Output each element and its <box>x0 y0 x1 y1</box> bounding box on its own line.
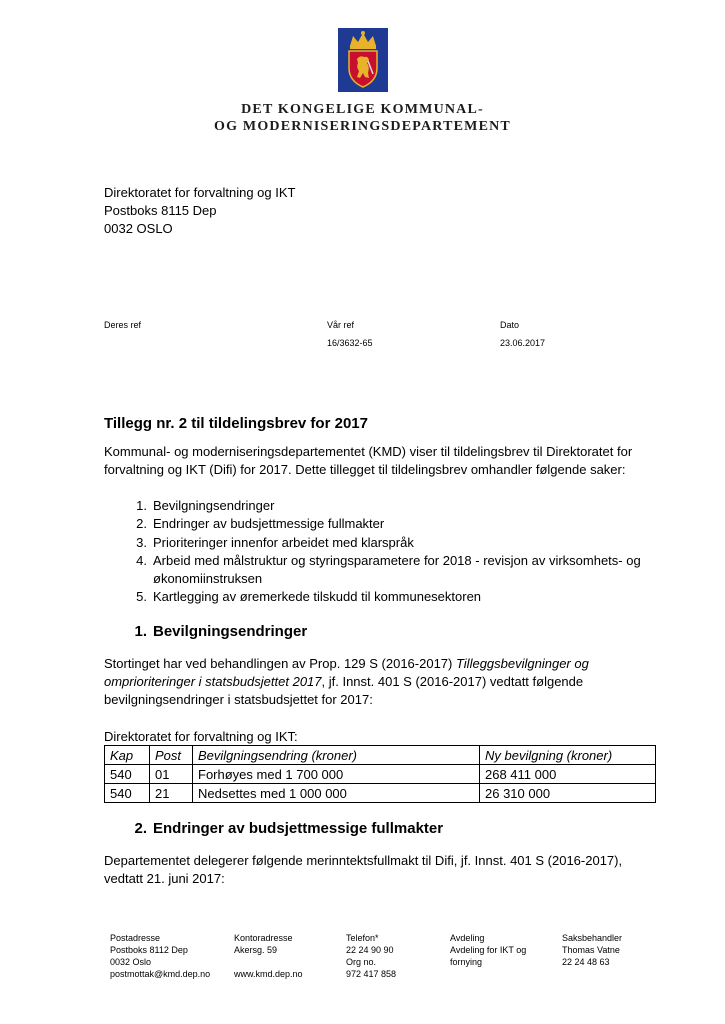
intro-line: Kommunal- og moderniseringsdepartementet (KMD) viser til tildelingsbrev til Direktoratet for <box>104 444 633 459</box>
paragraph-text: Departementet delegerer følgende merinntektsfullmakt til Difi, jf. Innst. 401 S (2016-2017), <box>104 853 623 868</box>
list-item <box>104 534 664 552</box>
dato-label: Dato <box>500 320 520 330</box>
footer-office-address <box>234 932 303 980</box>
table-cell: 21 <box>150 784 193 803</box>
table-cell: Forhøyes med 1 700 000 <box>193 765 480 784</box>
footer-text: 22 24 90 90 <box>346 945 394 955</box>
var-ref-label: Vår ref <box>327 320 355 330</box>
section-heading <box>104 820 443 837</box>
footer-website: www.kmd.dep.no <box>234 969 303 979</box>
footer-case-handler <box>562 932 622 968</box>
section-number: 1. <box>134 623 147 640</box>
section-title: Endringer av budsjettmessige fullmakter <box>153 820 444 837</box>
footer-text: Thomas Vatne <box>562 945 620 955</box>
column-header: Bevilgningsendring (kroner) <box>193 746 480 765</box>
letter-title: Tillegg nr. 2 til tildelingsbrev for 2017 <box>104 415 368 432</box>
dato-value: 23.06.2017 <box>500 338 546 348</box>
letterhead <box>0 28 725 135</box>
section1-paragraph <box>104 655 664 709</box>
list-item-number: 5. <box>136 589 147 605</box>
footer-text <box>234 956 303 968</box>
footer-label: Postadresse <box>110 933 161 943</box>
intro-paragraph <box>104 443 664 479</box>
paragraph-text: bevilgningsendringer i statsbudsjettet for 2017: <box>104 692 373 707</box>
list-item-number: 3. <box>136 534 147 550</box>
list-item <box>104 515 664 533</box>
table-cell: Nedsettes med 1 000 000 <box>193 784 480 803</box>
column-header: Post <box>150 746 193 765</box>
recipient-address <box>104 184 295 238</box>
footer-text: 0032 Oslo <box>110 957 152 967</box>
column-header: Ny bevilgning (kroner) <box>480 746 656 765</box>
recipient-line: 0032 OSLO <box>104 221 173 236</box>
footer-text: fornying <box>450 957 483 967</box>
footer-department <box>450 932 526 968</box>
list-item-number: 4. <box>136 552 147 568</box>
recipient-line: Direktoratet for forvaltning og IKT <box>104 185 296 200</box>
footer-phone <box>346 932 396 980</box>
table-cell: 26 310 000 <box>480 784 656 803</box>
document-title-italic: Tilleggsbevilgninger og <box>455 656 589 671</box>
paragraph-text: vedtatt 21. juni 2017: <box>104 871 225 886</box>
paragraph-text: , jf. Innst. 401 S (2016-2017) vedtatt følgende <box>321 674 584 689</box>
list-item-number: 2. <box>136 516 147 532</box>
ministry-name-line1: DET KONGELIGE KOMMUNAL- <box>241 102 484 117</box>
list-item <box>104 588 664 606</box>
footer-text: Org no. <box>346 957 377 967</box>
document-title-italic: omprioriteringer i statsbudsjettet 2017 <box>104 674 322 689</box>
paragraph-text: Stortinget har ved behandlingen av Prop. 129 S (2016-2017) <box>104 656 456 671</box>
column-header: Kap <box>105 746 150 765</box>
ministry-name-line2: OG MODERNISERINGSDEPARTEMENT <box>214 119 511 134</box>
footer-text: Postboks 8112 Dep <box>110 945 188 955</box>
var-ref-value: 16/3632-65 <box>327 338 373 348</box>
table-caption: Direktoratet for forvaltning og IKT: <box>104 729 298 744</box>
footer-label: Telefon* <box>346 933 379 943</box>
recipient-line: Postboks 8115 Dep <box>104 203 217 218</box>
list-item-text: Bevilgningsendringer <box>153 498 275 513</box>
list-item-text: Kartlegging av øremerkede tilskudd til kommunesektoren <box>153 589 482 605</box>
table-cell: 540 <box>105 784 150 803</box>
table-header-row <box>105 746 656 765</box>
list-item <box>104 552 664 589</box>
footer-text: Akersg. 59 <box>234 945 278 955</box>
list-item-text: Arbeid med målstruktur og styringsparametere for 2018 - revisjon av virksomhets- og <box>153 552 641 568</box>
topics-list <box>104 497 664 607</box>
budget-table <box>104 745 656 803</box>
footer-label: Avdeling <box>450 933 485 943</box>
deres-ref-label: Deres ref <box>104 320 142 330</box>
list-item-text: Endringer av budsjettmessige fullmakter <box>153 516 385 532</box>
list-item <box>104 497 664 515</box>
footer-text: 972 417 858 <box>346 969 397 979</box>
list-item-number: 1. <box>136 498 147 513</box>
table-cell: 01 <box>150 765 193 784</box>
coat-of-arms-icon <box>338 28 388 92</box>
footer-postal-address <box>110 932 210 980</box>
intro-line: forvaltning og IKT (Difi) for 2017. Dette tillegget til tildelingsbrev omhandler følgende saker: <box>104 462 626 477</box>
table-row <box>105 784 656 803</box>
footer-text: 22 24 48 63 <box>562 957 610 967</box>
section-title: Bevilgningsendringer <box>153 623 308 640</box>
footer-label: Kontoradresse <box>234 933 293 943</box>
footer-email: postmottak@kmd.dep.no <box>110 969 211 979</box>
table-cell: 540 <box>105 765 150 784</box>
list-item-text-continued: økonomiinstruksen <box>153 571 263 587</box>
table-cell: 268 411 000 <box>480 765 656 784</box>
section-number: 2. <box>134 820 147 837</box>
section-heading <box>104 623 307 640</box>
table-row <box>105 765 656 784</box>
section2-paragraph <box>104 852 664 888</box>
footer-text: Avdeling for IKT og <box>450 945 527 955</box>
list-item-text: Prioriteringer innenfor arbeidet med klarspråk <box>153 534 414 550</box>
footer-label: Saksbehandler <box>562 933 623 943</box>
